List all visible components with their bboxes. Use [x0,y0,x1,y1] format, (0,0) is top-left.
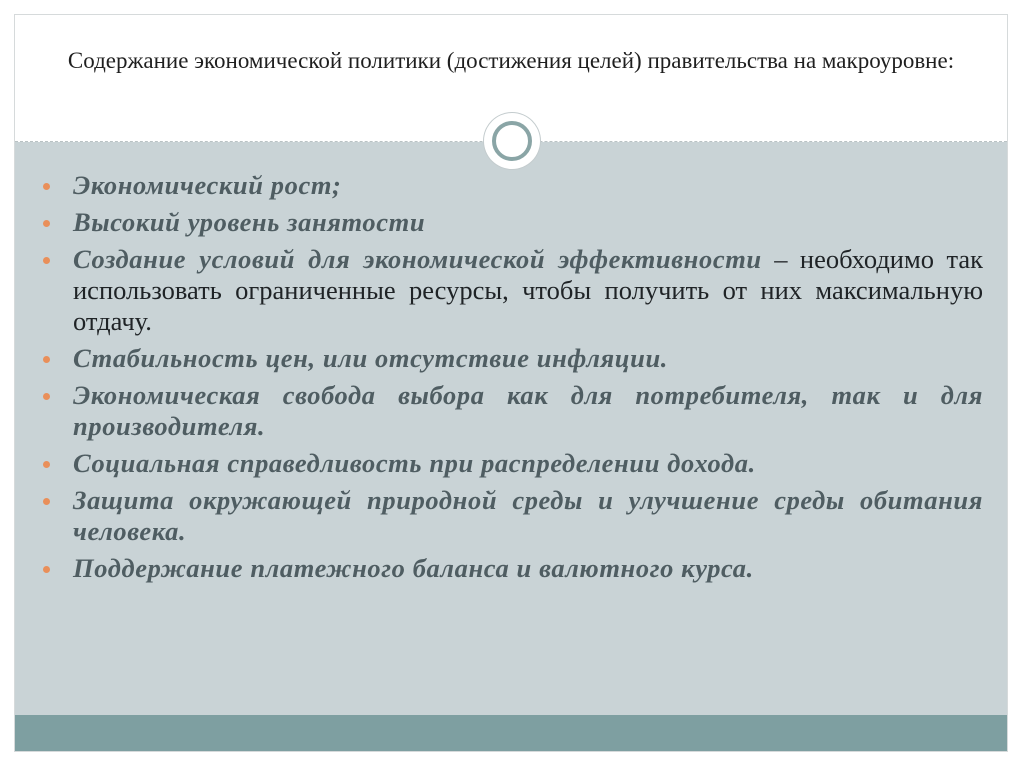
list-item [43,244,983,337]
dot-bullet-icon [43,220,50,227]
item-emphasis: Защита окружающей природной среды и улучшение среды обитания человека. [73,485,983,546]
item-emphasis: Социальная справедливость при распределении дохода. [73,448,756,478]
list-item [43,207,983,238]
item-emphasis: Высокий уровень занятости [73,207,426,237]
list-item [43,485,983,547]
item-emphasis: Экономический рост; [73,170,342,200]
item-text: – необходимо так использовать ограниченные ресурсы, чтобы получить от них максимальную отдачу. [73,244,983,336]
dot-bullet-icon [43,498,50,505]
bullet-list [43,170,983,590]
ring-icon [492,121,532,161]
item-emphasis: Стабильность цен, или отсутствие инфляции. [73,343,669,373]
dot-bullet-icon [43,183,50,190]
slide-title: Содержание экономической политики (достижения целей) правительства на макроуровне: [67,48,955,73]
item-emphasis: Поддержание платежного баланса и валютного курса. [73,553,754,583]
circle-ring-icon [484,113,540,169]
footer-band [15,715,1007,752]
item-emphasis: Экономическая свобода выбора как для потребителя, так и для производителя. [73,380,983,441]
dot-bullet-icon [43,257,50,264]
list-item [43,448,983,479]
dot-bullet-icon [43,461,50,468]
list-item [43,553,983,584]
list-item [43,170,983,201]
dot-bullet-icon [43,566,50,573]
item-emphasis: Создание условий для экономической эффективности [73,244,762,274]
list-item [43,380,983,442]
list-item [43,343,983,374]
dot-bullet-icon [43,356,50,363]
dot-bullet-icon [43,393,50,400]
slide [14,14,1008,752]
